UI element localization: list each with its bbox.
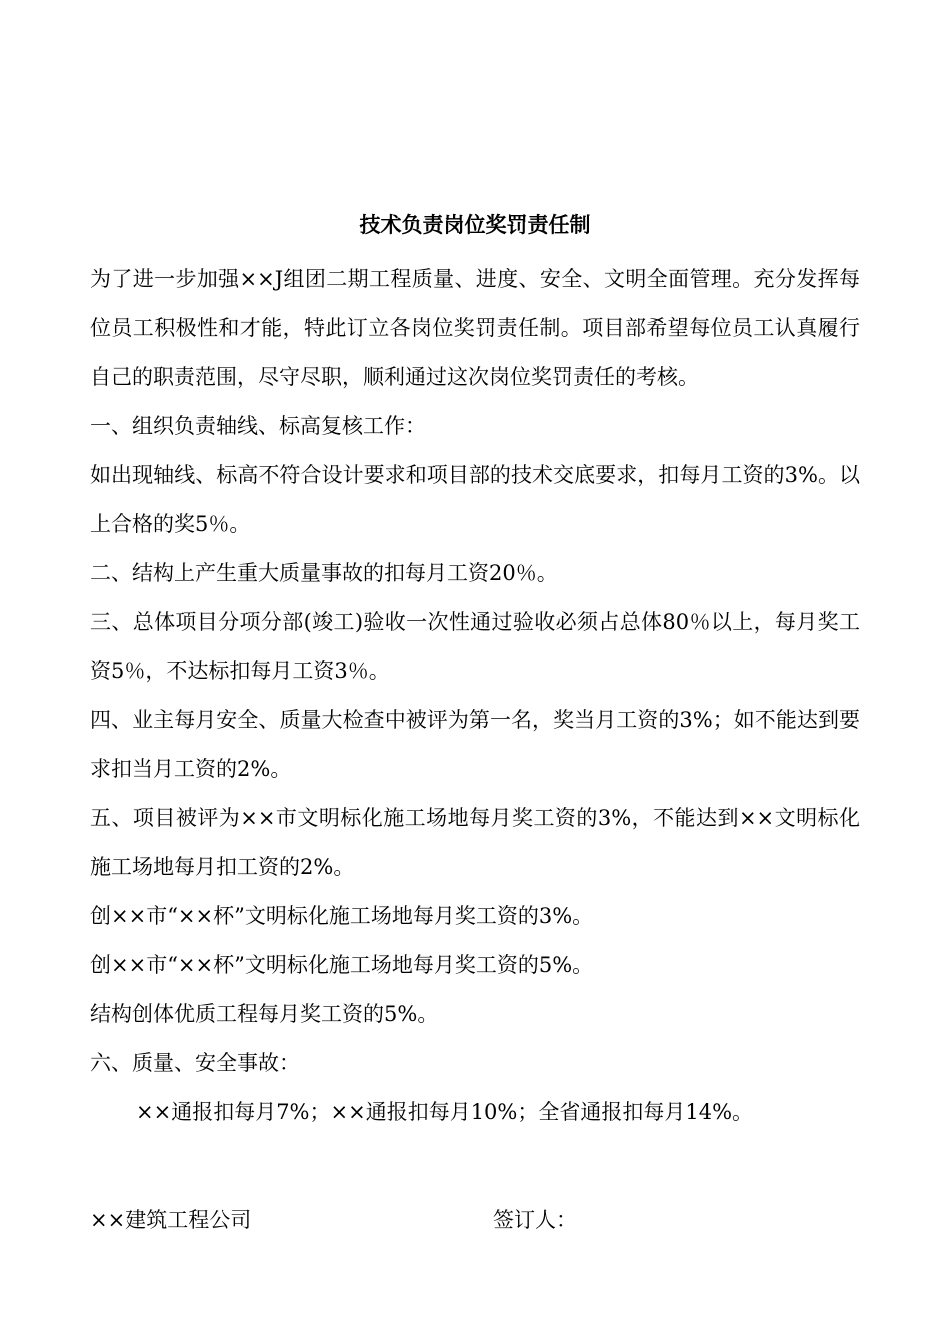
document-title: 技术负责岗位奖罚责任制	[359, 212, 591, 237]
document-body	[90, 255, 860, 1137]
section-five-item-1: 创××市“××杯”文明标化施工场地每月奖工资的3%。	[90, 904, 594, 928]
section-six-heading: 六、质量、安全事故：	[90, 1051, 300, 1075]
section-six-text: ××通报扣每月7%；××通报扣每月10%；全省通报扣每月14%。	[136, 1100, 754, 1124]
section-one-text: 如出现轴线、标高不符合设计要求和项目部的技术交底要求，扣每月工资的3%。以上合格的奖5％。	[90, 463, 860, 536]
company-name: ××建筑工程公司	[90, 1208, 252, 1232]
section-five-item-3: 结构创体优质工程每月奖工资的5%。	[90, 1002, 439, 1026]
section-four: 四、业主每月安全、质量大检查中被评为第一名，奖当月工资的3%；如不能达到要求扣当月工资的2%。	[90, 708, 860, 781]
section-one-heading: 一、组织负责轴线、标高复核工作：	[90, 414, 426, 438]
section-two: 二、结构上产生重大质量事故的扣每月工资20％。	[90, 561, 558, 585]
document-footer	[90, 1200, 860, 1240]
section-five: 五、项目被评为××市文明标化施工场地每月奖工资的3%，不能达到××文明标化施工场地每月扣工资的2%。	[90, 806, 860, 879]
intro-paragraph: 为了进一步加强××J组团二期工程质量、进度、安全、文明全面管理。充分发挥每位员工积极性和才能，特此订立各岗位奖罚责任制。项目部希望每位员工认真履行自己的职责范围，尽守尽职，顺利通过这次岗位奖罚责任的考核。	[90, 267, 860, 389]
signer-label: 签订人：	[493, 1208, 577, 1232]
section-five-item-2: 创××市“××杯”文明标化施工场地每月奖工资的5%。	[90, 953, 594, 977]
section-three: 三、总体项目分项分部(竣工)验收一次性通过验收必须占总体80％以上，每月奖工资5％，不达标扣每月工资3％。	[90, 610, 860, 683]
